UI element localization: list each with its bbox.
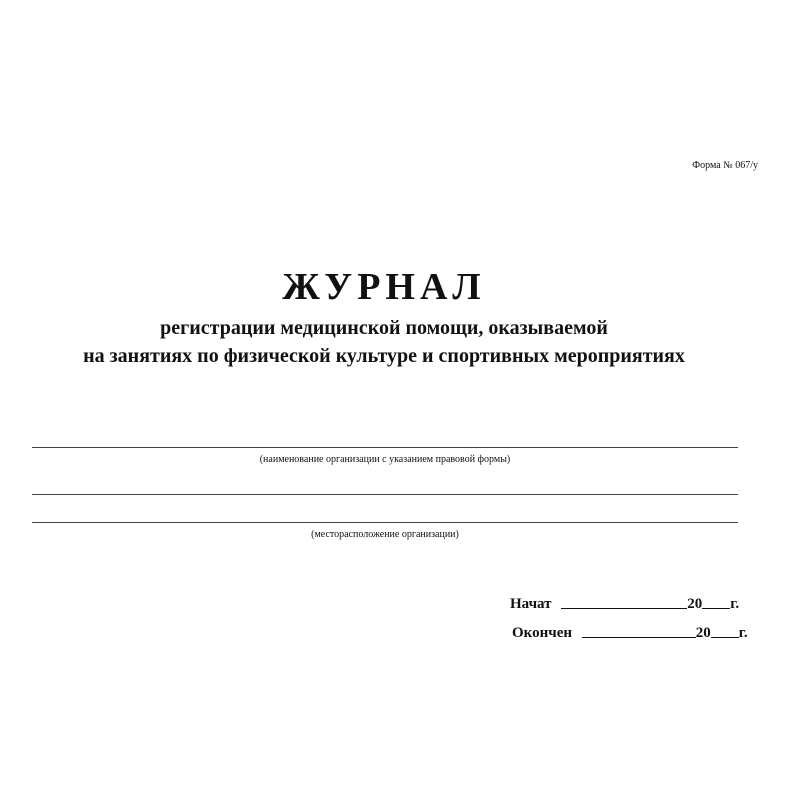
started-label: Начат bbox=[510, 596, 552, 612]
org-location-line-1 bbox=[32, 494, 738, 495]
form-number: Форма № 067/у bbox=[692, 160, 758, 171]
journal-subtitle-line-1: регистрации медицинской помощи, оказываемой bbox=[160, 317, 608, 339]
started-date-line bbox=[510, 593, 739, 612]
started-year-suffix: г. bbox=[730, 596, 740, 612]
ended-year-blank bbox=[711, 623, 739, 638]
started-date-blank bbox=[561, 594, 687, 609]
journal-title: ЖУРНАЛ bbox=[282, 266, 486, 308]
started-year-blank bbox=[702, 594, 730, 609]
started-year-prefix: 20 bbox=[687, 596, 703, 612]
org-name-caption: (наименование организации с указанием правовой формы) bbox=[259, 454, 511, 465]
ended-year-prefix: 20 bbox=[695, 625, 711, 641]
org-name-line bbox=[32, 447, 738, 448]
org-location-caption: (месторасположение организации) bbox=[311, 529, 459, 540]
ended-label: Окончен bbox=[512, 625, 573, 641]
ended-date-blank bbox=[582, 623, 696, 638]
ended-date-line bbox=[512, 622, 748, 641]
journal-subtitle-line-2: на занятиях по физической культуре и спортивных мероприятиях bbox=[83, 345, 685, 367]
ended-year-suffix: г. bbox=[738, 625, 748, 641]
org-location-line-2 bbox=[32, 522, 738, 523]
